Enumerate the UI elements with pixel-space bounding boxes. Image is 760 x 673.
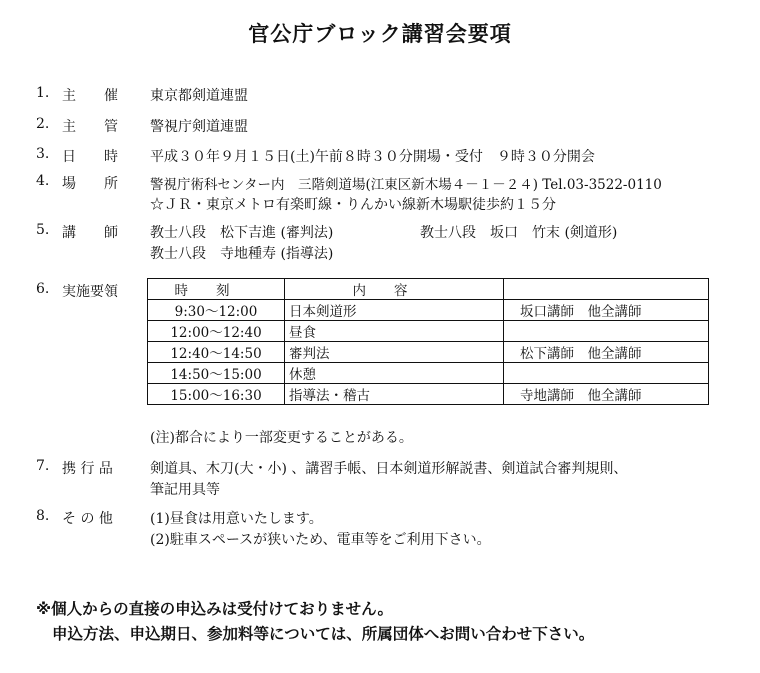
table-row [148,300,709,321]
item-label: 日 時 [62,149,118,165]
instructor-cell: 坂口講師 他全講師 [504,300,709,321]
item-label: 実施要領 [62,284,118,300]
instructor-value: 教士八段 坂口 竹末 (剣道形) [420,225,618,241]
content-cell: 休憩 [285,363,504,384]
item-label: そ の 他 [62,511,113,527]
content-cell: 日本剣道形 [285,300,504,321]
schedule-note: (注)都合により一部変更することがある。 [150,430,413,446]
instructor-cell: 松下講師 他全講師 [504,342,709,363]
instructor-value: 教士八段 寺地種寿 (指導法) [150,246,334,262]
time-cell: 15:00～16:30 [148,384,285,405]
item-number: 6. [36,281,50,297]
item-number: 1. [36,85,50,101]
instructor-cell [504,363,709,384]
content-cell: 審判法 [285,342,504,363]
column-header: 時刻 [148,279,285,300]
item-number: 7. [36,458,50,474]
notice-line: 申込方法、申込期日、参加料等については、所属団体へお問い合わせ下さい。 [52,625,595,643]
item-number: 3. [36,146,50,162]
table-row [148,321,709,342]
item-number: 5. [36,222,50,238]
datetime-value: 平成３０年９月１５日(土)午前８時３０分開場・受付 ９時３０分開会 [150,149,595,165]
organizer-value: 東京都剣道連盟 [150,88,248,104]
table-row [148,384,709,405]
venue-access-value: ☆ＪＲ・東京メトロ有楽町線・りんかい線新木場駅徒歩約１５分 [150,197,556,213]
time-cell: 12:40～14:50 [148,342,285,363]
time-cell: 9:30～12:00 [148,300,285,321]
content-cell: 昼食 [285,321,504,342]
instructor-value: 教士八段 松下吉進 (審判法) [150,225,334,241]
table-header-row [148,279,709,300]
belongings-value: 筆記用具等 [150,482,220,498]
belongings-value: 剣道具、木刀(大・小) 、講習手帳、日本剣道形解説書、剣道試合審判規則、 [150,461,628,477]
time-cell: 14:50～15:00 [148,363,285,384]
table-row [148,342,709,363]
column-header [504,279,709,300]
time-cell: 12:00～12:40 [148,321,285,342]
item-number: 8. [36,508,50,524]
item-label: 場 所 [62,176,118,192]
schedule-table [147,278,709,405]
item-label: 講 師 [62,225,118,241]
item-label: 主 催 [62,88,118,104]
item-label: 携 行 品 [62,461,113,477]
instructor-cell [504,321,709,342]
table-row [148,363,709,384]
item-number: 4. [36,173,50,189]
column-header: 内容 [285,279,504,300]
venue-value: 警視庁術科センター内 三階剣道場(江東区新木場４－１－２４) Tel.03-3522-0110 [150,177,662,193]
management-value: 警視庁剣道連盟 [150,119,248,135]
item-label: 主 管 [62,119,118,135]
instructor-cell: 寺地講師 他全講師 [504,384,709,405]
notice-line: ※個人からの直接の申込みは受付けておりません。 [36,600,394,618]
content-cell: 指導法・稽古 [285,384,504,405]
page-title: 官公庁ブロック講習会要項 [248,21,512,46]
item-number: 2. [36,116,50,132]
other-value: (1)昼食は用意いたします。 [150,511,323,527]
other-value: (2)駐車スペースが狭いため、電車等をご利用下さい。 [150,532,491,548]
